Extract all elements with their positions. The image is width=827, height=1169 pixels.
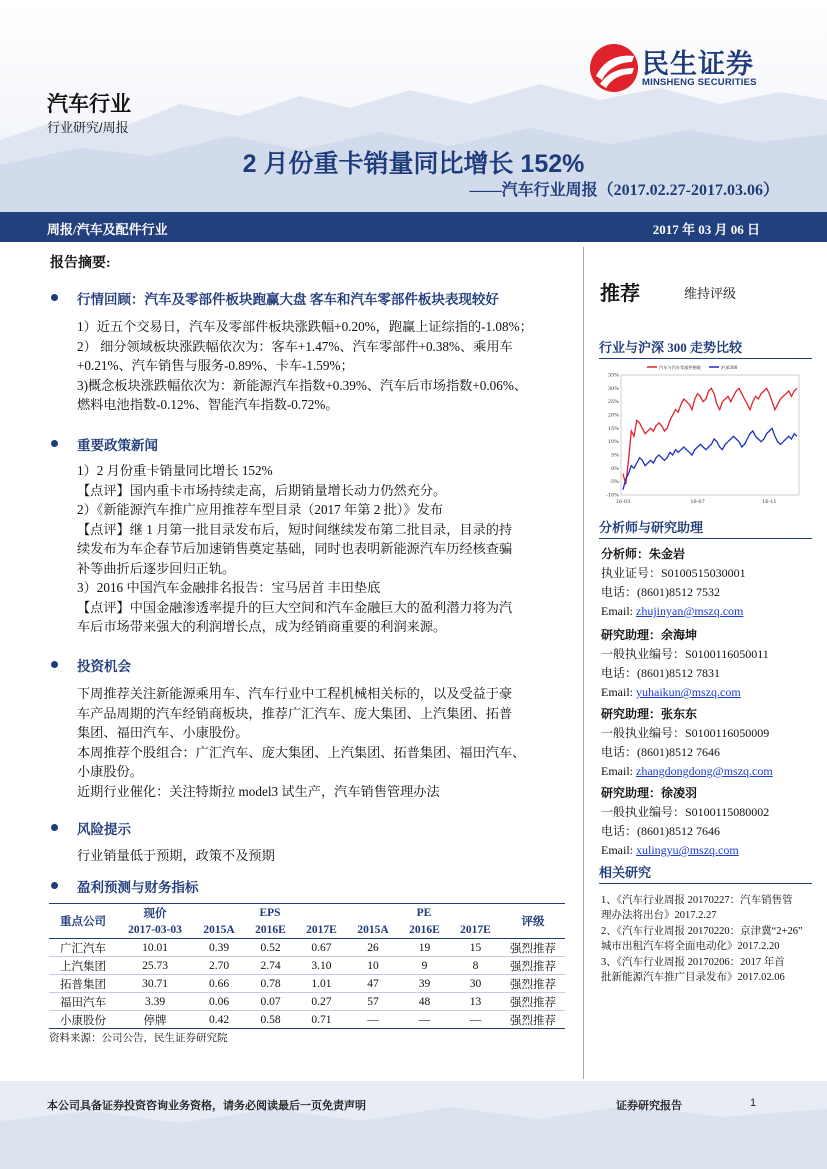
table-header-row <box>49 904 565 922</box>
bullet-icon <box>51 882 58 889</box>
cell-pe: 19 <box>399 939 450 957</box>
bullet-icon <box>51 824 58 831</box>
text-line: 【点评】国内重卡市场持续走高，后期销量增长动力仍然充分。 <box>77 482 447 498</box>
text-line: 续发布为车企春节后加速销售奠定基础，同时也表明新能源汽车历经核查骗 <box>77 541 513 556</box>
analyst-name: 徐凌羽 <box>661 786 698 800</box>
analyst-name: 朱金岩 <box>649 547 686 561</box>
chart-grid <box>621 375 799 495</box>
text-line: 1）近五个交易日，汽车及零部件板块涨跌幅+0.20%，跑赢上证综指的-1.08%； <box>77 319 533 334</box>
related-heading: 相关研究 <box>599 862 812 884</box>
header-price-date: 2017-03-03 <box>117 921 193 939</box>
related-item[interactable] <box>601 924 813 954</box>
analyst-block <box>601 626 769 702</box>
text-line: 车产品周期的汽车经销商板块，推荐广汇汽车、庞大集团、上汽集团、拓普 <box>77 705 513 721</box>
header-pe: PE <box>347 904 501 922</box>
analyst-role: 研究助理： <box>601 786 662 800</box>
cell-eps: 0.42 <box>193 1011 245 1029</box>
table-source: 资料来源：公司公告，民生证券研究院 <box>49 1033 228 1044</box>
text-line: 3)概念板块涨跌幅依次为：新能源汽车指数+0.39%、汽车后市场指数+0.06%、 <box>77 377 528 393</box>
analyst-block <box>601 705 773 781</box>
email-label: Email: <box>601 604 633 618</box>
section-body-policy <box>77 461 565 637</box>
cell-company: 福田汽车 <box>49 993 117 1011</box>
text-line: +0.21%、汽车销售与服务-0.89%、卡车-1.59%； <box>77 358 354 373</box>
text-line: 集团、福田汽车、小康股份。 <box>77 725 249 740</box>
text-line: 【点评】中国金融渗透率提升的巨大空间和汽车金融巨大的盈利潜力将为汽 <box>77 599 513 615</box>
related-text: 1、《汽车行业周报 20170227：汽车销售管 <box>601 895 793 906</box>
brand-name-cn: 民生证券 <box>642 49 754 79</box>
table-row <box>49 1011 565 1029</box>
text-line: 补等曲折后逐步回归正轨。 <box>77 560 236 576</box>
section-heading-policy: 重要政策新闻 <box>77 438 158 453</box>
cell-eps: 0.58 <box>245 1011 296 1029</box>
cell-rating: 强烈推荐 <box>501 957 565 975</box>
trend-chart <box>599 355 811 512</box>
page-number: 1 <box>750 1097 757 1109</box>
cell-eps: 3.10 <box>296 957 347 975</box>
cell-pe: 48 <box>399 993 450 1011</box>
cell-eps: 0.66 <box>193 975 245 993</box>
text-line: 行业销量低于预期，政策不及预期 <box>77 848 275 863</box>
column-divider <box>583 247 584 1079</box>
cell-eps: 0.07 <box>245 993 296 1011</box>
table-row <box>49 957 565 975</box>
bullet-icon <box>51 661 58 668</box>
bullet-icon <box>51 440 58 447</box>
cell-pe: — <box>450 1011 501 1029</box>
report-title: 2 月份重卡销量同比增长 152% <box>242 150 585 178</box>
section-heading-forecast: 盈利预测与财务指标 <box>77 880 199 895</box>
header-year: 2015A <box>193 921 245 939</box>
analyst-cert: 执业证号：S0100515030001 <box>601 566 746 580</box>
cell-eps: 0.78 <box>245 975 296 993</box>
y-tick-label: -10% <box>606 492 619 499</box>
analyst-block <box>601 784 769 860</box>
y-tick-label: 15% <box>607 425 619 432</box>
cell-pe: 13 <box>450 993 501 1011</box>
chart-y-ticks <box>606 373 619 499</box>
header-price: 现价 <box>117 904 193 922</box>
cell-pe: 47 <box>347 975 399 993</box>
report-category: 行业研究/周报 <box>47 120 129 135</box>
series-line-hs300 <box>623 428 797 489</box>
text-line: 3）2016 中国汽车金融排名报告：宝马居首 丰田垫底 <box>77 580 381 595</box>
cell-eps: 0.71 <box>296 1011 347 1029</box>
cell-eps: 0.39 <box>193 939 245 957</box>
cell-pe: 30 <box>450 975 501 993</box>
cell-rating: 强烈推荐 <box>501 1011 565 1029</box>
text-line: 本周推荐个股组合：广汇汽车、庞大集团、上汽集团、拓普集团、福田汽车、 <box>77 744 526 760</box>
text-line: 小康股份。 <box>77 764 143 779</box>
text-line: 下周推荐关注新能源乘用车、汽车行业中工程机械相关标的，以及受益于豪 <box>77 686 513 701</box>
related-text: 理办法将出台》2017.2.27 <box>601 910 717 922</box>
cell-pe: — <box>399 1011 450 1029</box>
y-tick-label: 10% <box>607 439 619 446</box>
y-tick-label: 5% <box>611 452 619 459</box>
cell-pe: — <box>347 1011 399 1029</box>
cell-company: 拓普集团 <box>49 975 117 993</box>
cell-company: 广汇汽车 <box>49 939 117 957</box>
cell-pe: 15 <box>450 939 501 957</box>
text-line: 2） 细分领域板块涨跌幅依次为：客车+1.47%、汽车零部件+0.38%、乘用车 <box>77 338 513 354</box>
cell-price: 10.01 <box>117 939 193 957</box>
cell-price: 3.39 <box>117 993 193 1011</box>
analyst-name: 余海坤 <box>661 628 698 642</box>
y-tick-label: -5% <box>609 479 619 486</box>
analyst-email-link[interactable]: zhujinyan@mszq.com <box>636 604 744 618</box>
cell-price: 25.73 <box>117 957 193 975</box>
cell-pe: 10 <box>347 957 399 975</box>
analyst-cert: 一般执业编号：S0100116050011 <box>601 647 769 661</box>
section-heading-investment: 投资机会 <box>77 659 131 674</box>
abstract-title: 报告摘要: <box>50 256 111 271</box>
related-text: 2、《汽车行业周报 20170220：京津冀“2+26” <box>601 926 803 937</box>
minsheng-logo-icon <box>588 42 640 94</box>
chart-frame <box>621 375 799 495</box>
cell-eps: 2.74 <box>245 957 296 975</box>
related-item[interactable] <box>601 893 813 923</box>
cell-price: 30.71 <box>117 975 193 993</box>
text-line: 【点评】继 1 月第一批目录发布后，短时间继续发布第二批目录，目录的持 <box>77 521 513 537</box>
analyst-role: 研究助理： <box>601 707 662 721</box>
cell-pe: 39 <box>399 975 450 993</box>
text-line: 车后市场带来强大的利润增长点，成为经销商重要的利润来源。 <box>77 619 447 634</box>
analyst-email-link[interactable]: yuhaikun@mszq.com <box>636 685 741 699</box>
footer-background <box>0 1081 827 1169</box>
cell-rating: 强烈推荐 <box>501 993 565 1011</box>
header-year: 2015A <box>347 921 399 939</box>
header-year: 2016E <box>245 921 296 939</box>
section-body-risk <box>77 846 565 866</box>
section-heading-risk: 风险提示 <box>77 822 131 837</box>
report-type-label: 周报/汽车及配件行业 <box>47 222 168 237</box>
analyst-name: 张东东 <box>661 707 698 721</box>
header-rating: 评级 <box>501 904 565 939</box>
chart-x-ticks <box>616 499 777 505</box>
cell-pe: 57 <box>347 993 399 1011</box>
text-line: 近期行业催化：关注特斯拉 model3 试生产，汽车销售管理办法 <box>77 783 440 799</box>
cell-price: 停牌 <box>117 1011 193 1029</box>
rating: 推荐 <box>600 283 640 305</box>
related-text: 批新能源汽车推广目录发布》2017.02.06 <box>601 972 785 984</box>
cell-eps: 1.01 <box>296 975 347 993</box>
forecast-table <box>49 903 565 1029</box>
header-year: 2017E <box>450 921 501 939</box>
cell-pe: 9 <box>399 957 450 975</box>
report-subtitle: ——汽车行业周报（2017.02.27-2017.03.06） <box>469 182 779 199</box>
analyst-email-link[interactable]: zhangdongdong@mszq.com <box>636 764 773 778</box>
analyst-cert: 一般执业编号：S0100116050009 <box>601 726 770 740</box>
table-subheader-row <box>49 921 565 939</box>
related-text: 城市出租汽车将全面电动化》2017.2.20 <box>601 941 780 953</box>
table-row <box>49 993 565 1011</box>
x-tick-label: 16-11 <box>762 499 777 505</box>
analyst-email-link[interactable]: xulingyu@mszq.com <box>636 843 739 857</box>
header-year: 2017E <box>296 921 347 939</box>
related-text: 3、《汽车行业周报 20170206：2017 年首 <box>601 957 785 968</box>
section-body-market <box>77 317 565 415</box>
report-date: 2017 年 03 月 06 日 <box>652 222 760 237</box>
header-company: 重点公司 <box>49 904 117 939</box>
cell-company: 小康股份 <box>49 1011 117 1029</box>
cell-pe: 8 <box>450 957 501 975</box>
table-row <box>49 939 565 957</box>
legend-label-auto: 汽车与汽车零部件指数 <box>659 365 701 370</box>
analyst-phone: 电话：(8601)8512 7532 <box>601 585 720 599</box>
section-heading-market: 行情回顾：汽车及零部件板块跑赢大盘 客车和汽车零部件板块表现较好 <box>77 292 499 307</box>
header-eps: EPS <box>193 904 347 922</box>
analyst-phone: 电话：(8601)8512 7646 <box>601 824 720 838</box>
section-body-investment <box>77 684 565 801</box>
analyst-phone: 电话：(8601)8512 7646 <box>601 745 720 759</box>
header-year: 2016E <box>399 921 450 939</box>
cell-eps: 2.70 <box>193 957 245 975</box>
analyst-heading: 分析师与研究助理 <box>599 517 812 539</box>
text-line: 1）2 月份重卡销量同比增长 152% <box>77 463 273 478</box>
cell-rating: 强烈推荐 <box>501 975 565 993</box>
table-row <box>49 975 565 993</box>
cell-eps: 0.67 <box>296 939 347 957</box>
analyst-phone: 电话：(8601)8512 7831 <box>601 666 720 680</box>
y-tick-label: 25% <box>607 399 619 406</box>
email-label: Email: <box>601 764 633 778</box>
y-tick-label: 30% <box>607 385 619 392</box>
series-line-auto <box>623 388 797 484</box>
cell-company: 上汽集团 <box>49 957 117 975</box>
y-tick-label: 35% <box>607 372 619 379</box>
text-line: 2）《新能源汽车推广应用推荐车型目录（2017 年第 2 批）》发布 <box>77 502 443 517</box>
chart-heading: 行业与沪深 300 走势比较 <box>599 337 812 359</box>
cell-eps: 0.06 <box>193 993 245 1011</box>
email-label: Email: <box>601 685 633 699</box>
analyst-role: 研究助理： <box>601 628 662 642</box>
email-label: Email: <box>601 843 633 857</box>
related-item[interactable] <box>601 955 813 985</box>
analyst-block <box>601 545 746 621</box>
industry-title: 汽车行业 <box>47 93 131 116</box>
footer-disclaimer: 本公司具备证券投资咨询业务资格，请务必阅读最后一页免责声明 <box>47 1100 366 1112</box>
brand-name-en: MINSHENG SECURITIES <box>642 77 757 88</box>
x-tick-label: 16-03 <box>615 499 631 505</box>
cell-pe: 26 <box>347 939 399 957</box>
bullet-icon <box>51 294 58 301</box>
cell-eps: 0.27 <box>296 993 347 1011</box>
y-tick-label: 20% <box>607 412 619 419</box>
legend-label-hs300: 沪深300 <box>721 365 738 370</box>
analyst-role: 分析师： <box>601 547 650 561</box>
rating-note: 维持评级 <box>684 286 737 301</box>
text-line: 燃料电池指数-0.12%、智能汽车指数-0.72%。 <box>77 397 339 412</box>
x-tick-label: 16-07 <box>690 499 705 505</box>
cell-rating: 强烈推荐 <box>501 939 565 957</box>
cell-eps: 0.52 <box>245 939 296 957</box>
footer-doc-type: 证券研究报告 <box>616 1100 682 1112</box>
y-tick-label: 0% <box>611 465 619 472</box>
analyst-cert: 一般执业编号：S0100115080002 <box>601 805 770 819</box>
